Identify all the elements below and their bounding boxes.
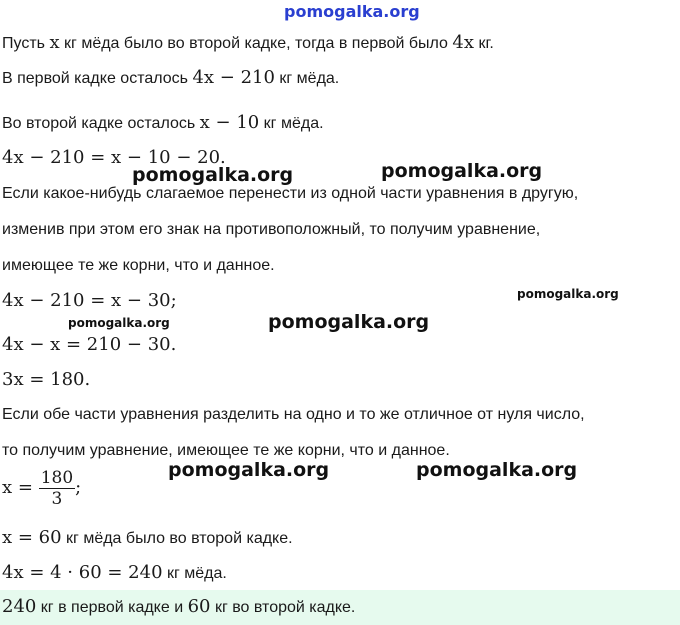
text: Во второй кадке осталось (2, 115, 200, 132)
text: кг в первой кадке и (36, 599, 188, 616)
text: В первой кадке осталось (2, 70, 193, 87)
solution-line (2, 112, 324, 135)
watermark: pomogalka.org (416, 459, 578, 481)
answer-box (0, 590, 680, 625)
text: Если какое-нибудь слагаемое перенести из одной части уравнения в другую, (2, 185, 579, 202)
equation (2, 369, 90, 392)
watermark: pomogalka.org (517, 287, 619, 301)
solution-line (2, 404, 585, 426)
answer-line (2, 596, 355, 619)
solution-line (2, 32, 494, 55)
math: 4x − 210 (192, 67, 275, 88)
equation (2, 334, 176, 357)
text: то получим уравнение, имеющее те же корни, что и данное. (2, 442, 450, 459)
fraction (39, 468, 75, 509)
math: 4x (452, 32, 474, 53)
math: 60 (187, 596, 211, 617)
text: Если обе части уравнения разделить на одно и то же отличное от нуля число, (2, 406, 585, 423)
math: 4x − x = 210 − 30. (2, 334, 177, 355)
math: x = 60 (2, 527, 62, 548)
text: кг мёда. (274, 70, 340, 87)
solution-line (2, 527, 293, 550)
math: x − 10 (199, 112, 260, 133)
text: кг мёда было во второй кадке, тогда в первой было (59, 35, 453, 52)
text: Пусть (2, 35, 50, 52)
solution-line (2, 562, 227, 585)
math: ; (75, 477, 82, 498)
solution-line (2, 183, 578, 205)
text: изменив при этом его знак на противоположный, то получим уравнение, (2, 221, 541, 238)
math: 4x = 4 · 60 = 240 (2, 562, 163, 583)
math: x (49, 32, 60, 53)
solution-line (2, 255, 275, 277)
watermark: pomogalka.org (168, 459, 330, 481)
watermark: pomogalka.org (68, 316, 170, 330)
math: 3x = 180. (2, 369, 91, 390)
text: кг мёда. (259, 115, 324, 132)
equation (2, 466, 81, 514)
watermark: pomogalka.org (268, 311, 430, 333)
equation (2, 147, 226, 170)
text: кг мёда. (162, 565, 227, 582)
fraction-numerator: 180 (40, 467, 74, 488)
text: кг мёда было во второй кадке. (61, 530, 293, 547)
fraction-denominator: 3 (51, 488, 63, 509)
math: 240 (2, 596, 37, 617)
solution-line (2, 219, 540, 241)
math: 4x − 210 = x − 30; (2, 290, 177, 311)
watermark: pomogalka.org (381, 160, 543, 182)
solution-line (2, 67, 339, 90)
watermark: pomogalka.org (132, 164, 294, 186)
math: 4x − 210 = x − 10 − 20. (2, 147, 226, 168)
text: кг. (474, 35, 494, 52)
equation (2, 290, 177, 313)
math: x = (2, 477, 39, 498)
solution-line (2, 440, 450, 462)
text: имеющее те же корни, что и данное. (2, 257, 275, 274)
text: кг во второй кадке. (210, 599, 356, 616)
site-watermark-link[interactable]: pomogalka.org (284, 2, 420, 21)
